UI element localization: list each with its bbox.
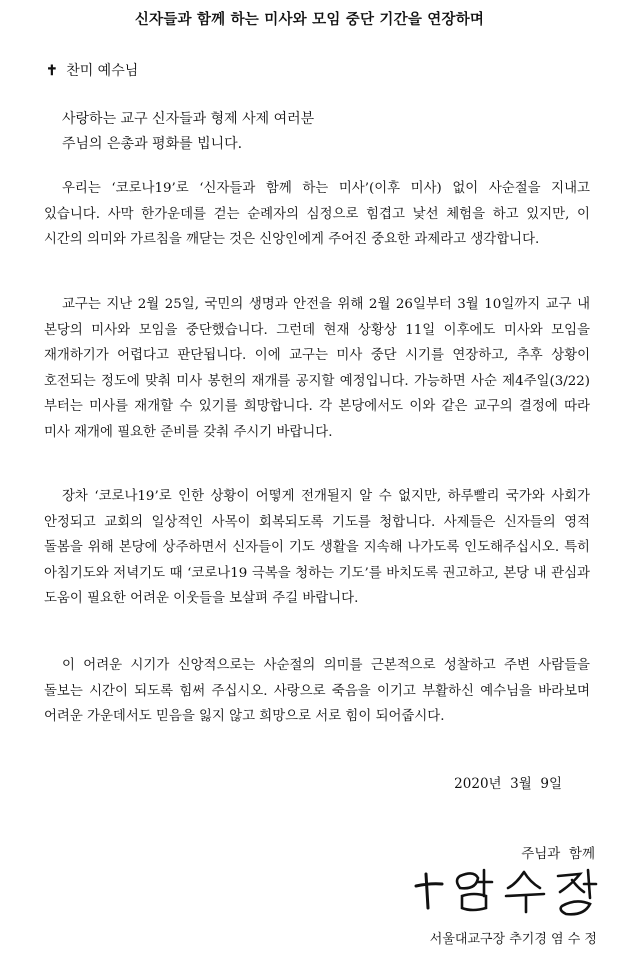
paragraph-4: 이 어려운 시기가 신앙적으로는 사순절의 의미를 근본적으로 성찰하고 주변 사람들을 돌보는 시간이 되도록 힘써 주십시오. 사랑으로 죽음을 이기고 부활하신 예수님을 바라보며 어려운 가운데서도 믿음을 잃지 않고 희망으로 서로 힘이 되어줍시다. <box>44 658 590 725</box>
salutation-line-2: 주님의 은총과 평화를 빕니다. <box>62 136 243 152</box>
greeting <box>46 60 138 80</box>
paragraph-2: 교구는 지난 2월 25일, 국민의 생명과 안전을 위해 2월 26일부터 3월 10일까지 교구 내 본당의 미사와 모임을 중단했습니다. 그런데 현재 상황상 11일 이후에도 미사와 모임을 재개하기가 어렵다고 판단됩니다. 이에 교구는 미사 중단 시기를 연장하고, 추후 상황이 호전되는 정도에 맞춰 미사 봉헌의 재개를 공지할 예정입니다. 가능하면 사순 제4주일(3/22)부터는 미사를 재개할 수 있기를 희망합니다. 각 본당에서도 이와 같은 교구의 결정에 따라 미사 재개에 필요한 준비를 갖춰 주시기 바랍니다. <box>44 297 590 440</box>
cross-icon: ✝ <box>46 63 58 79</box>
paragraph-3: 장차 ‘코로나19’로 인한 상황이 어떻게 전개될지 알 수 없지만, 하루빨리 국가와 사회가 안정되고 교회의 일상적인 사목이 회복되도록 기도를 청합니다. 사제들은 신자들의 영적 돌봄을 위해 본당에 상주하면서 신자들이 기도 생활을 지속해 나가도록 인도해주십시오. 특히 아침기도와 저녁기도 때 ‘코로나19 극복을 청하는 기도’를 바치도록 권고하고, 본당 내 관심과 도움이 필요한 어려운 이웃들을 보살펴 주길 바랍니다. <box>44 489 590 607</box>
letter-title: 신자들과 함께 하는 미사와 모임 중단 기간을 연장하며 <box>134 12 485 28</box>
paragraph-1: 우리는 ‘코로나19’로 ‘신자들과 함께 하는 미사’(이후 미사) 없이 사순절을 지내고 있습니다. 사막 한가운데를 걷는 순례자의 심정으로 힘겹고 낯선 체험을 하고 있지만, 이 시간의 의미와 가르침을 깨닫는 것은 신앙인에게 주어진 중요한 과제라고 생각합니다. <box>44 181 590 248</box>
closing-phrase: 주님과 함께 <box>521 846 595 862</box>
letter-date: 2020년 3월 9일 <box>454 776 562 792</box>
signer-name: 서울대교구장 추기경 염 수 정 <box>429 932 597 947</box>
salutation-line-1: 사랑하는 교구 신자들과 형제 사제 여러분 <box>62 111 315 127</box>
handwritten-signature <box>412 862 602 922</box>
greeting-text: 찬미 예수님 <box>66 63 139 79</box>
